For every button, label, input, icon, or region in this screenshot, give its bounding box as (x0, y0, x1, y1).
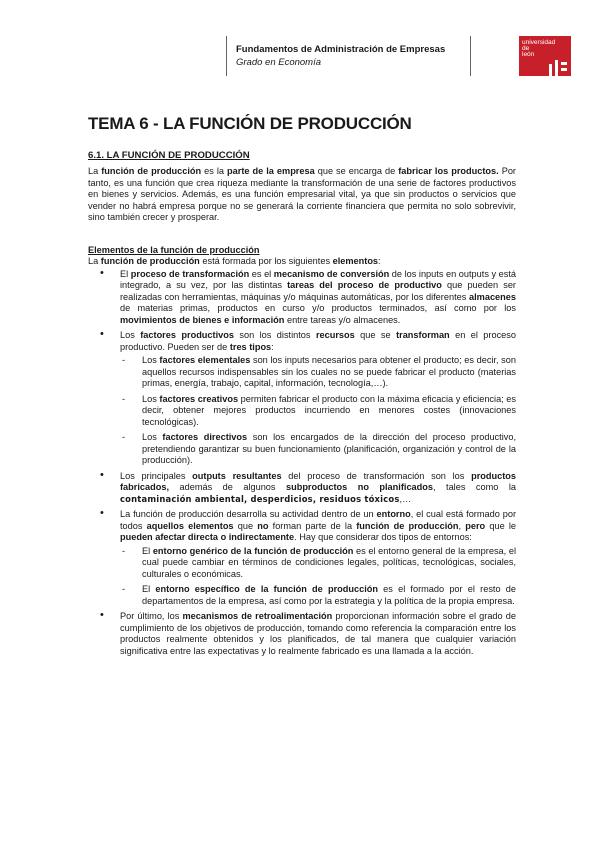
intro-paragraph: La función de producción es la parte de la empresa que se encarga de fabricar los productos. Por tanto, es una función que crea riqueza mediante la transformación de una serie de factores productivos en bienes y servicios. Además, es una función empresarial vital, ya que sin productos o servicios que vender no habrá empresa porque no se generará la corriente financiera que permita no solo sobrevivir, sino también crecer y prosperar. (88, 166, 516, 222)
sub-list (120, 546, 516, 608)
list-item: • Los principales outputs resultantes del proceso de transformación son los productos fabricados, además de algunos subproductos no planificados, tales como la contaminación ambiental, desperdicios, residuos tóxicos,… (88, 471, 516, 506)
university-logo: universidad de león (519, 36, 571, 76)
document-title: TEMA 6 - LA FUNCIÓN DE PRODUCCIÓN (88, 114, 412, 133)
header-divider-right (470, 36, 471, 76)
document-body (88, 166, 516, 661)
sub-list-item: - Los factores directivos son los encargados de la dirección del proceso productivo, pretendiendo garantizar su buen funcionamiento (planificación, organización y control de la producción). (120, 432, 516, 467)
elements-lead: La función de producción está formada por los siguientes elementos: (88, 256, 381, 266)
sub-list-item: - Los factores creativos permiten fabricar el producto con la máxima eficacia y eficiencia; es decir, obtener mejores productos incurriendo en menores costes (innovaciones tecnológicas). (120, 394, 516, 429)
elements-list (88, 269, 516, 658)
section-heading: 6.1. LA FUNCIÓN DE PRODUCCIÓN (88, 150, 250, 161)
header-divider-left (226, 36, 227, 76)
subsection-heading: Elementos de la función de producción (88, 244, 260, 255)
sub-list-item: - El entorno específico de la función de producción es el formado por el resto de departamentos de la empresa, así como por la estrategia y la política de la propia empresa. (120, 584, 516, 607)
list-item: • La función de producción desarrolla su actividad dentro de un entorno, el cual está formado por todos aquellos elementos que no forman parte de la función de producción, pero que le pueden afectar directa o indirectamente. Hay que considerar dos tipos de entornos: - El entorno genérico de la función de producción es el entorno general de la empresa, el cual puede cambiar en términos de condiciones legales, políticas, tecnológicas, sociales, culturales o económicas. - El entorno específico de la función de producción es el formado por el resto de departamentos de la empresa, así como por la estrategia y la política de la propia empresa. (88, 509, 516, 607)
course-subtitle: Grado en Economía (236, 57, 322, 68)
course-title: Fundamentos de Administración de Empresas (236, 44, 446, 55)
list-item: • Los factores productivos son los distintos recursos que se transforman en el proceso productivo. Pueden ser de tres tipos: - Los factores elementales son los inputs necesarios para obtener el producto; es decir, son aquellos recursos indispensables sin los cuales no se puede fabricar el producto (materias primas, energía, trabajo, capital, información, tecnología,…). - Los factores creativos permiten fabricar el producto con la máxima eficacia y eficiencia; es decir, obtener mejores productos incurriendo en menores costes (innovaciones tecnológicas). - Los factores directivos son los encargados de la dirección del proceso productivo, pretendiendo garantizar su buen funcionamiento (planificación, organización y control de la producción). (88, 330, 516, 467)
sub-list-item: - Los factores elementales son los inputs necesarios para obtener el producto; es decir, son aquellos recursos indispensables sin los cuales no se puede fabricar el producto (materias primas, energía, trabajo, capital, información, tecnología,…). (120, 355, 516, 390)
list-item: • Por último, los mecanismos de retroalimentación proporcionan información sobre el grado de cumplimiento de los objetivos de producción, tomando como referencia la comparación entre los productos realmente obtenidos y los planificados, de tal manera que cualquier variación significativa entre las expectativas y lo realmente fabricado es una llamada a la acción. (88, 611, 516, 657)
sub-list (120, 355, 516, 467)
list-item: • El proceso de transformación es el mecanismo de conversión de los inputs en outputs y está integrado, a su vez, por las distintas tareas del proceso de productivo que pueden ser realizadas con herramientas, máquinas y/o máquinas automáticas, por los diferentes almacenes de materias primas, productos en curso y/o productos terminados, así como por los movimientos de bienes e información entre tareas y/o almacenes. (88, 269, 516, 327)
sub-list-item: - El entorno genérico de la función de producción es el entorno general de la empresa, el cual puede cambiar en términos de condiciones legales, políticas, tecnológicas, sociales, culturales o económicas. (120, 546, 516, 581)
